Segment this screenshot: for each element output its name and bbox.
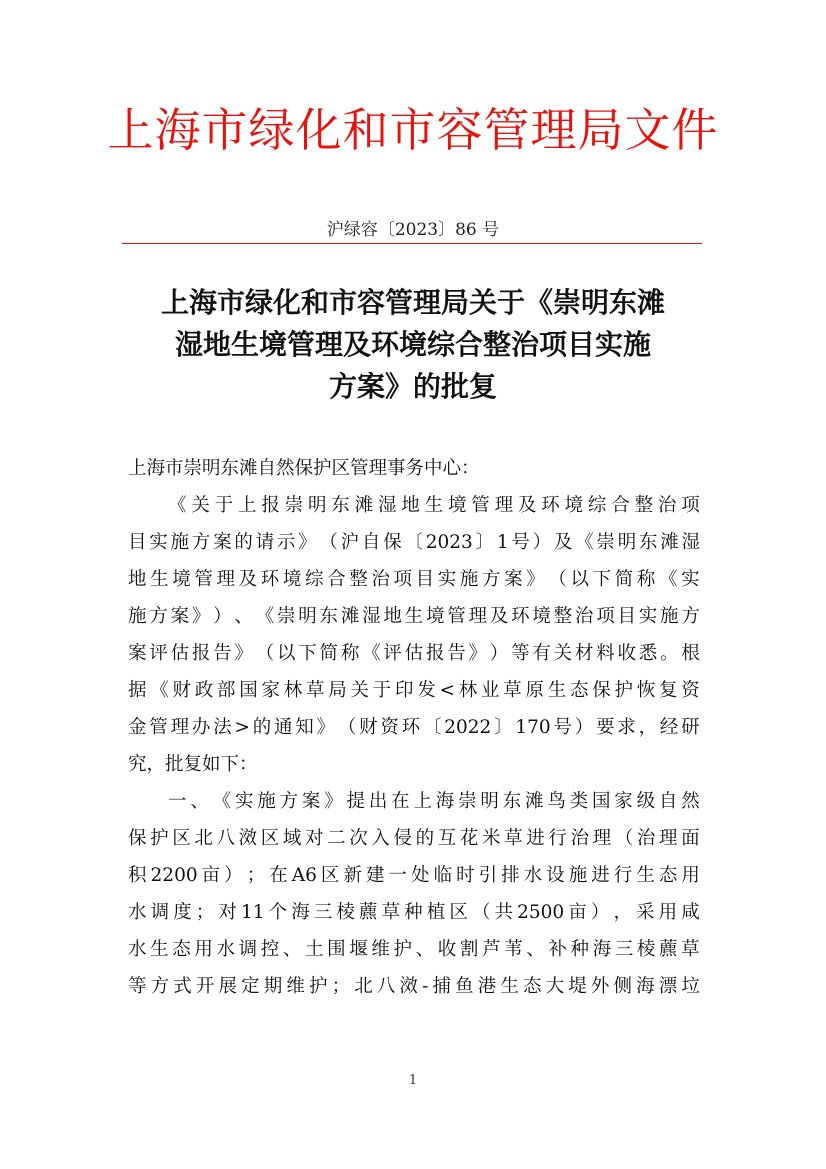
red-divider-line bbox=[122, 243, 702, 244]
salutation: 上海市崇明东滩自然保护区管理事务中心： bbox=[128, 458, 480, 479]
document-body bbox=[128, 450, 700, 1005]
page-number: 1 bbox=[408, 1073, 418, 1088]
paragraph-line: 地 生 境 管 理 及 环 境 综 合 整 治 项 目 实 施 方 案 》 （ 以 下 简 称 《 实 bbox=[128, 569, 700, 590]
document-header-title: 上海市绿化和市容管理局文件 bbox=[107, 103, 719, 157]
paragraph-line: 施 方 案 》 ） 、 《 崇 明 东 滩 湿 地 生 境 管 理 及 环 境 整 治 项 目 实 施 方 bbox=[128, 606, 700, 627]
paragraph-line: 积 2200 亩 ） ； 在 A6 区 新 建 一 处 临 时 引 排 水 设 施 进 行 生 态 用 bbox=[128, 865, 700, 886]
paragraph-line: 一 、 《 实 施 方 案 》 提 出 在 上 海 崇 明 东 滩 鸟 类 国 家 级 自 然 bbox=[168, 791, 700, 812]
paragraph-line: 究，批复如下： bbox=[128, 754, 258, 775]
paragraph-line: 《 关 于 上 报 崇 明 东 滩 湿 地 生 境 管 理 及 环 境 综 合 整 治 项 bbox=[168, 495, 700, 516]
paragraph-line: 据 《 财 政 部 国 家 林 草 局 关 于 印 发 < 林 业 草 原 生 态 保 护 恢 复 资 bbox=[128, 680, 700, 701]
paragraph-line: 水 调 度 ； 对 11 个 海 三 棱 藨 草 种 植 区 （ 共 2500 亩 ） ， 采 用 咸 bbox=[128, 902, 700, 923]
title-line: 上海市绿化和市容管理局关于《崇明东滩 bbox=[160, 286, 665, 319]
paragraph-line: 案 评 估 报 告 》 （ 以 下 简 称 《 评 估 报 告 》 ） 等 有 关 材 料 收 悉 。 根 bbox=[128, 643, 700, 664]
paragraph-line: 目 实 施 方 案 的 请 示 》 （ 沪 自 保 〔 2023 〕 1 号 ） 及 《 崇 明 东 滩 湿 bbox=[128, 532, 700, 553]
title-line: 方案》的批复 bbox=[328, 370, 497, 403]
paragraph-line: 水 生 态 用 水 调 控 、 土 围 堰 维 护 、 收 割 芦 苇 、 补 种 海 三 棱 藨 草 bbox=[128, 939, 700, 960]
paragraph-line: 等 方 式 开 展 定 期 维 护 ； 北 八 滧 - 捕 鱼 港 生 态 大 堤 外 侧 海 漂 垃 bbox=[128, 976, 700, 997]
title-line: 湿地生境管理及环境综合整治项目实施 bbox=[174, 328, 651, 361]
document-number: 沪绿容〔2023〕86 号 bbox=[326, 220, 500, 240]
document-title bbox=[130, 282, 696, 408]
paragraph-line: 金 管 理 办 法 > 的 通 知 》 （ 财 资 环 〔 2022 〕 170 号 ） 要 求 ， 经 研 bbox=[128, 717, 700, 738]
paragraph-line: 保 护 区 北 八 滧 区 域 对 二 次 入 侵 的 互 花 米 草 进 行 治 理 （ 治 理 面 bbox=[128, 828, 700, 849]
